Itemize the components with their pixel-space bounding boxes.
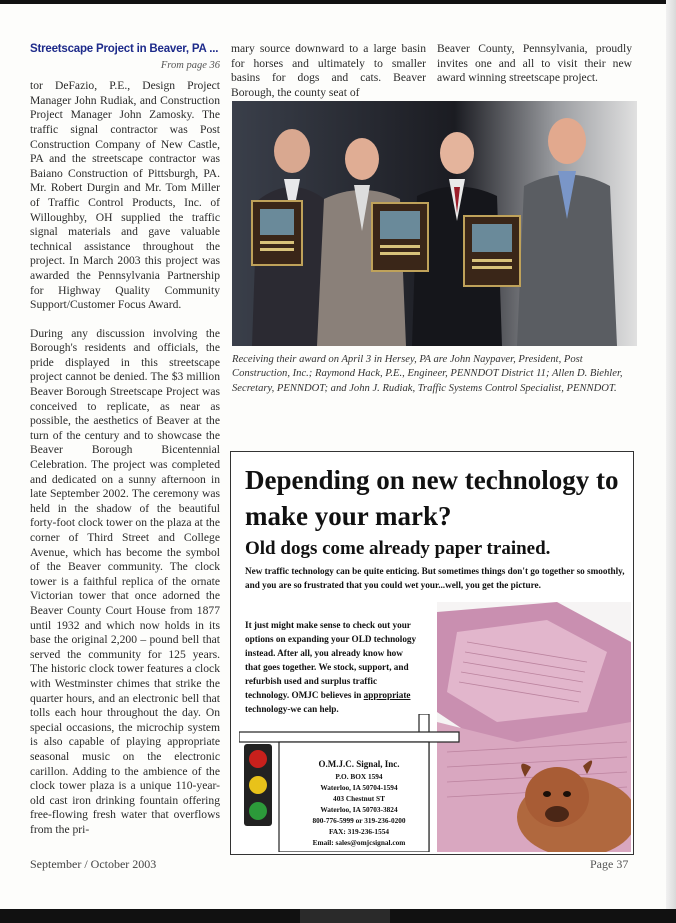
ad-company-name: O.M.J.C. Signal, Inc. (318, 759, 400, 769)
ad-body-text (245, 618, 420, 716)
top-rule (0, 0, 676, 4)
ad-body-start: It just might make sense to check out your options on expanding your OLD technology instead. After all, you already know how that goes together. We stock, support, and refurbish used and surplus traffic technology. OMJC believes in (245, 620, 417, 700)
ad-address-line-2: Waterloo, IA 50704-1594 (320, 783, 398, 792)
ad-email: Email: sales@omjcsignal.com (312, 838, 406, 847)
ad-body-emphasis: appropriate (363, 690, 411, 700)
ad-phone: 800-776-5999 or 319-236-0200 (312, 816, 406, 825)
dog-photo (437, 602, 631, 852)
award-photo-illustration (232, 101, 637, 346)
ad-subheadline: Old dogs come already paper trained. (245, 538, 551, 559)
article-column-1 (30, 42, 220, 851)
article-paragraph-1: tor DeFazio, P.E., Design Project Manager John Rudiak, and Construction Project Manager John Zamosky. The traffic signal contractor was Post Construction Company of New Castle, PA and the streetscape contractor was Baiano Construction of Pittsburgh, PA. Mr. Robert Durgin and Mr. Tom Miller of Traffic Control Products, Inc. of Willoughby, OH supplied the traffic signal materials and gave valuable technical assistance throughout the project. In March 2003 this project was awarded the Pennsylvania Partnership for Highway Quality Community Support/Customer Focus Award. (30, 79, 220, 312)
omjc-advertisement (230, 451, 634, 855)
dog-on-newspaper-illustration (437, 602, 631, 852)
ad-intro-text: New traffic technology can be quite enticing. But sometimes things don't go together so smoothly, and you are so frustrated that you could wet your...well, you get the picture. (245, 566, 625, 590)
ad-address-line-3: 403 Chestnut ST (333, 794, 385, 803)
article-column-3 (437, 42, 632, 86)
issue-date: September / October 2003 (30, 857, 157, 871)
page-edge (666, 0, 676, 923)
bottom-bar (0, 909, 676, 923)
article-paragraph-2: During any discussion involving the Borough's residents and officials, the pride displayed in this streetscape project cannot be denied. The $3 million Beaver Borough Streetscape Project was conceived to replicate, as near as possible, the aesthetics of Beaver at the turn of the century and to showcase the Beaver Borough Bicentennial Celebration. The project was completed and dedicated on a sunny afternoon in late September 2002. The ceremony was held in the shadow of the beautiful forty-foot clock tower on the plaza at the corner of Third Street and College Avenue, which has become the symbol of the Beaver community. The clock tower is a faithful replica of the ornate Victorian tower that once adorned the Beaver County Court House from 1877 until 1932 and which now holds in its base the original 2,200 – pound bell that served the community for 125 years. The historic clock tower features a clock with Westminster chimes that strike the quarter hours, and an electronic bell that tolls each hour throughout the day. On special occasions, the microchip system is also capable of playing appropriate seasonal music on the electronic carillon. Adding to the ambience of the clock tower plaza is a unique 110-year-old cast iron drinking fountain offering free-flowing fresh water that overflows from the pri- (30, 326, 220, 836)
photo-caption: Receiving their award on April 3 in Hersey, PA are John Naypaver, President, Post Construction, Inc.; Raymond Hack, P.E., Engineer, PENNDOT District 11; Allen D. Biehler, Secretary, PENNDOT; and John J. Rudiak, Traffic Systems Control Specialist, PENNDOT. (232, 354, 623, 394)
article-headline: Streetscape Project in Beaver, PA ... (30, 43, 219, 55)
article-column-3-text: Beaver County, Pennsylvania, proudly invites one and all to visit their new award winning streetscape project. (437, 42, 632, 85)
ad-body-end: technology-we can help. (245, 704, 339, 714)
ad-address-line-4: Waterloo, IA 50703-3824 (320, 805, 398, 814)
ad-fax: FAX: 319-236-1554 (328, 827, 390, 836)
bottom-bar-highlight (300, 909, 390, 923)
continued-from: From page 36 (160, 59, 220, 71)
ad-headline: Depending on new technology to make your mark? (245, 465, 619, 531)
article-column-2 (231, 42, 426, 100)
ad-address-line-1: P.O. BOX 1594 (335, 772, 383, 781)
ad-contact-block (289, 757, 429, 848)
article-column-2-text: mary source downward to a large basin for horses and ultimately to smaller basins for dogs and cats. Beaver Borough, the county seat of (231, 42, 426, 99)
award-photo (232, 101, 637, 346)
page-number: Page 37 (590, 857, 629, 871)
